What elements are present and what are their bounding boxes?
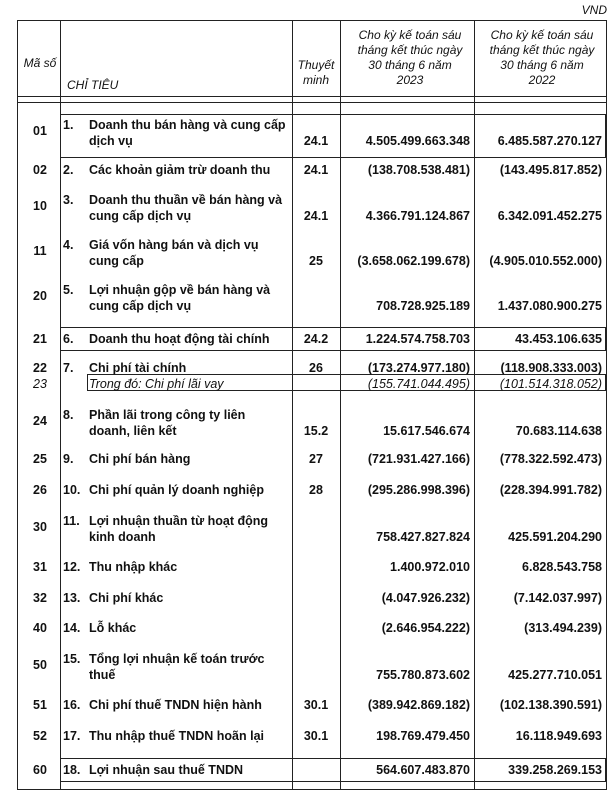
row-label <box>63 407 295 439</box>
row-value-2022: 425.591.204.290 <box>508 530 602 544</box>
row-label <box>63 559 295 575</box>
row-label-text: Giá vốn hàng bán và dịch vụ cung cấp <box>89 238 259 268</box>
row-note: 27 <box>309 452 323 466</box>
header-divider <box>17 102 607 103</box>
row-number: 2. <box>63 163 74 177</box>
row-label <box>63 513 295 545</box>
row-label <box>63 762 295 778</box>
row-note: 24.2 <box>303 332 329 346</box>
row-value-2022: 16.118.949.693 <box>515 729 602 743</box>
row-value-2023: (4.047.926.232) <box>381 591 470 605</box>
row-value-2023: 758.427.827.824 <box>376 530 470 544</box>
row-label <box>63 192 295 224</box>
row-note: 24.1 <box>303 209 329 223</box>
row-note: 30.1 <box>303 698 329 712</box>
row-label-text: Doanh thu hoạt động tài chính <box>89 332 270 346</box>
row-code: 01 <box>33 124 47 138</box>
row-number: 5. <box>63 283 74 297</box>
row-number: 16. <box>63 698 81 712</box>
row-label <box>63 590 295 606</box>
row-note: 28 <box>309 483 323 497</box>
row-label-text: Chi phí thuế TNDN hiện hành <box>89 698 262 712</box>
row-note: 24.1 <box>303 134 329 148</box>
row-value-2022: 70.683.114.638 <box>515 424 602 438</box>
row-number: 9. <box>63 452 74 466</box>
row-value-2023: (138.708.538.481) <box>367 163 470 177</box>
row-note: 26 <box>309 361 323 375</box>
row-code: 30 <box>33 520 47 534</box>
header-item: CHỈ TIÊU <box>67 78 119 92</box>
row-number: 1. <box>63 118 74 132</box>
row-code: 31 <box>33 560 47 574</box>
header-period-2023: Cho kỳ kế toán sáu tháng kết thúc ngày 30 tháng 6 năm 2023 <box>357 28 463 87</box>
row-code: 25 <box>33 452 47 466</box>
row-value-2023: 4.366.791.124.867 <box>365 209 470 223</box>
row-code: 60 <box>33 763 47 777</box>
row-value-2022: 6.828.543.758 <box>522 560 602 574</box>
row-number: 17. <box>63 729 81 743</box>
row-number: 3. <box>63 193 74 207</box>
row-number: 13. <box>63 591 81 605</box>
row-label-text: Chi phí quản lý doanh nghiệp <box>89 483 264 497</box>
row-label-text: Tổng lợi nhuận kế toán trước thuế <box>89 652 265 682</box>
row-value-2023: 198.769.479.450 <box>376 729 470 743</box>
row-value-2022: (102.138.390.591) <box>499 698 602 712</box>
row-code: 52 <box>33 729 47 743</box>
row-value-2023: (3.658.062.199.678) <box>357 254 470 268</box>
row-number: 11. <box>63 514 80 528</box>
row-label-text: Lợi nhuận gộp về bán hàng và cung cấp dịch vụ <box>89 283 271 313</box>
header-period-2022: Cho kỳ kế toán sáu tháng kết thúc ngày 30 tháng 6 năm 2022 <box>489 28 595 87</box>
row-value-2022: (7.142.037.997) <box>513 591 602 605</box>
row-number: 10. <box>63 483 81 497</box>
row-code: 10 <box>33 199 47 213</box>
row-label <box>63 651 295 683</box>
row-label <box>63 282 295 314</box>
row-label <box>63 451 295 467</box>
row-value-2023: 708.728.925.189 <box>376 299 470 313</box>
header-code: Mã số <box>23 56 57 70</box>
row-label-text: Chi phí khác <box>89 591 164 605</box>
row-value-2023: (155.741.044.495) <box>367 377 470 391</box>
row-label-text: Doanh thu thuần về bán hàng và cung cấp dịch vụ <box>89 193 283 223</box>
income-statement-table <box>17 20 607 790</box>
row-value-2022: (313.494.239) <box>524 621 602 635</box>
row-label-text: Chi phí bán hàng <box>89 452 191 466</box>
row-label-text: Lợi nhuận thuần từ hoạt động kinh doanh <box>89 514 269 544</box>
row-code: 26 <box>33 483 47 497</box>
row-value-2023: 564.607.483.870 <box>376 763 470 777</box>
row-value-2023: 1.224.574.758.703 <box>365 332 470 346</box>
row-label-text: Thu nhập khác <box>89 560 178 574</box>
row-code: 20 <box>33 289 47 303</box>
row-code: 23 <box>33 377 47 391</box>
row-value-2023: (2.646.954.222) <box>381 621 470 635</box>
row-number: 8. <box>63 408 74 422</box>
row-value-2023: 15.617.546.674 <box>383 424 470 438</box>
row-label-text: Thu nhập thuế TNDN hoãn lại <box>89 729 264 743</box>
row-value-2023: 1.400.972.010 <box>390 560 470 574</box>
currency-label: VND <box>581 3 607 17</box>
row-code: 21 <box>33 332 47 346</box>
row-value-2022: 6.485.587.270.127 <box>497 134 602 148</box>
row-code: 24 <box>33 414 47 428</box>
row-label-text: Chi phí tài chính <box>89 361 187 375</box>
header-note: Thuyết minh <box>297 58 335 87</box>
row-value-2022: 425.277.710.051 <box>508 668 602 682</box>
row-value-2022: 6.342.091.452.275 <box>497 209 602 223</box>
row-label <box>63 331 295 347</box>
row-label <box>63 697 295 713</box>
row-label <box>63 117 295 149</box>
row-label <box>63 620 295 636</box>
row-label-text: Doanh thu bán hàng và cung cấp dịch vụ <box>89 118 286 148</box>
row-value-2023: (295.286.998.396) <box>367 483 470 497</box>
row-value-2023: (173.274.977.180) <box>367 361 470 375</box>
row-note: 15.2 <box>303 424 329 438</box>
row-code: 02 <box>33 163 47 177</box>
header-divider <box>17 96 607 97</box>
row-code: 32 <box>33 591 47 605</box>
row-value-2022: 43.453.106.635 <box>515 332 602 346</box>
row-code: 40 <box>33 621 47 635</box>
row-value-2022: 339.258.269.153 <box>508 763 602 777</box>
row-value-2022: (4.905.010.552.000) <box>489 254 602 268</box>
row-label-text: Trong đó: Chi phí lãi vay <box>89 377 224 391</box>
row-value-2023: 755.780.873.602 <box>376 668 470 682</box>
row-number: 6. <box>63 332 74 346</box>
row-value-2022: (118.908.333.003) <box>500 361 602 375</box>
row-number: 7. <box>63 361 74 375</box>
row-value-2022: (143.495.817.852) <box>499 163 602 177</box>
row-value-2022: 1.437.080.900.275 <box>497 299 602 313</box>
row-code: 51 <box>33 698 47 712</box>
row-number: 12. <box>63 560 81 574</box>
row-code: 22 <box>33 361 47 375</box>
row-value-2022: (101.514.318.052) <box>499 377 602 391</box>
row-value-2022: (778.322.592.473) <box>499 452 602 466</box>
row-value-2022: (228.394.991.782) <box>499 483 602 497</box>
row-label-text: Phần lãi trong công ty liên doanh, liên kết <box>89 408 246 438</box>
row-number: 4. <box>63 238 74 252</box>
row-note: 25 <box>309 254 323 268</box>
row-label <box>63 728 295 744</box>
row-label-text: Các khoản giảm trừ doanh thu <box>89 163 271 177</box>
row-code: 11 <box>33 244 47 258</box>
row-note: 24.1 <box>303 163 329 177</box>
row-number: 18. <box>63 763 81 777</box>
row-label <box>63 482 295 498</box>
row-note: 30.1 <box>303 729 329 743</box>
row-label <box>63 360 295 376</box>
row-number: 15. <box>63 652 81 666</box>
row-number: 14. <box>63 621 81 635</box>
row-label-text: Lỗ khác <box>89 621 137 635</box>
row-value-2023: (721.931.427.166) <box>367 452 470 466</box>
row-label-text: Lợi nhuận sau thuế TNDN <box>89 763 244 777</box>
row-value-2023: 4.505.499.663.348 <box>365 134 470 148</box>
row-label <box>63 376 295 392</box>
row-value-2023: (389.942.869.182) <box>367 698 470 712</box>
row-label <box>63 162 295 178</box>
row-code: 50 <box>33 658 47 672</box>
row-label <box>63 237 295 269</box>
